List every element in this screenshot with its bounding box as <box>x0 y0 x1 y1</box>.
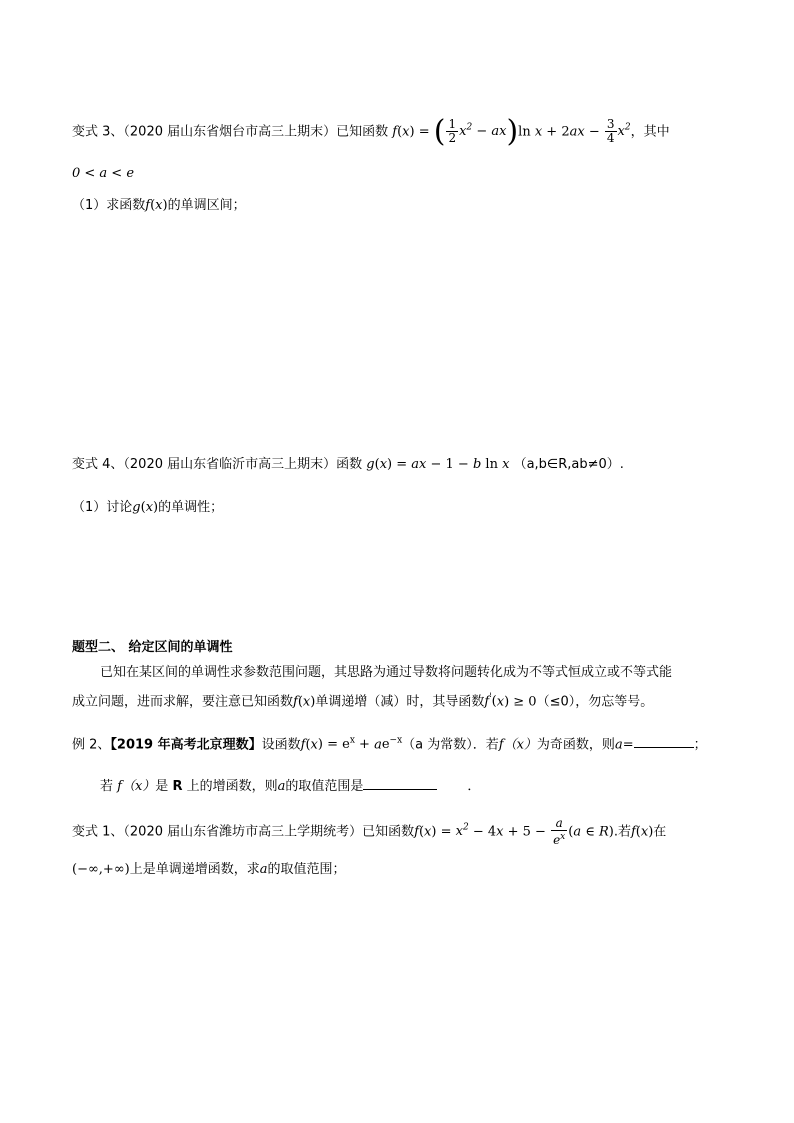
variant-1-line-2 <box>72 860 794 880</box>
variant-3-lead: 已知函数 <box>336 124 389 140</box>
variant-1-tail2: 在 <box>653 824 667 840</box>
example-2-lead: 设函数 <box>261 737 301 753</box>
formula-e2-a: a <box>374 737 382 753</box>
formula-g-eq: ) = <box>387 457 412 472</box>
example-2-source: 【2019 年高考北京理数】 <box>110 737 262 753</box>
formula-s2-prime: '( <box>489 693 497 710</box>
formula-g-minus1: − 1 − <box>426 457 473 472</box>
formula-v1-fx: f <box>630 824 636 840</box>
section-2-paragraph-1: 已知在某区间的单调性求参数范围问题，其思路为通过导数将问题转化成为不等式恒成立或不等式能 <box>100 665 673 680</box>
variant-3-prefix: 变式 3、 <box>72 124 124 140</box>
formula-x2: $x^2$ <box>617 123 631 140</box>
formula-eq: ) = <box>409 124 434 140</box>
formula-v1-f: f <box>414 824 419 840</box>
section-2-paragraph-2 <box>72 688 794 712</box>
variant-3-condition: 0 < a < e <box>72 166 135 181</box>
example-2-line-1 <box>72 731 794 755</box>
example-2-R: R <box>172 779 183 794</box>
formula-s2-x: x <box>302 694 311 710</box>
example-2-answer-label: a= <box>614 737 634 753</box>
formula-v1-cond-a: a ∈ R <box>573 824 609 840</box>
example-2-l2a: 若 <box>100 779 114 794</box>
formula-v1-a: a <box>259 862 268 877</box>
formula-plus: + 2 <box>542 124 570 140</box>
formula-v1-cond: ( <box>568 824 574 840</box>
formula-gx: g <box>132 500 141 515</box>
variant-4-q1-tail: 的单调性； <box>158 500 224 515</box>
section-2-p2b: 单调递增（减）时，其导函数 <box>315 694 485 710</box>
formula-e2b-f: f（x） <box>113 779 156 794</box>
formula-v1-x2: $x^2$ <box>455 823 469 840</box>
formula-v1-4x: x <box>496 824 504 840</box>
formula-v1-fx-paren: ( <box>635 824 641 840</box>
formula-fx: f <box>145 198 151 213</box>
formula-e2-paren: ( <box>305 737 311 753</box>
variant-1-prefix: 变式 1、 <box>72 824 124 840</box>
formula-g-lnx: x <box>502 457 510 472</box>
variant-4-lead: 函数 <box>336 457 363 472</box>
example-2-line-2 <box>100 775 794 797</box>
variant-1-tail1: .若 <box>613 824 631 840</box>
variant-3-tail: ，其中 <box>630 124 670 140</box>
section-2-title: 题型二、 给定区间的单调性 <box>72 640 233 655</box>
example-2-mid: 为奇函数，则 <box>536 737 615 753</box>
variant-1-source: （2020 届山东省潍坊市高三上学期统考） <box>123 824 363 840</box>
example-2-blank-1[interactable] <box>634 733 694 748</box>
formula-v1-frac: $\frac{a}{e^x}$ <box>553 815 566 847</box>
variant-3-line <box>72 113 794 149</box>
formula-g-ax: ax <box>411 457 427 472</box>
formula-e2b-a: a <box>277 779 286 794</box>
example-2-l2c: 上的增函数，则 <box>186 779 278 794</box>
variant-4-line <box>72 455 794 475</box>
formula-g-paren: ( <box>374 457 380 472</box>
formula-fx-paren: ( <box>150 198 156 213</box>
variant-3-source: （2020 届山东省烟台市高三上期末） <box>123 124 337 140</box>
formula-lnx: x <box>534 124 543 140</box>
formula-ln: ln <box>518 124 531 140</box>
formula-big-lparen: ( <box>433 113 446 149</box>
formula-big-rparen: ) <box>506 113 519 149</box>
formula-frac-3-4: $\frac{3}{4}$ <box>606 117 615 146</box>
variant-3-q1 <box>72 196 794 216</box>
section-2-p2c: （≤0），勿忘等号。 <box>536 694 654 710</box>
formula-gx-paren: ( <box>140 500 146 515</box>
example-2-l2b: 是 <box>155 779 169 794</box>
formula-s2-ge: ) ≥ 0 <box>504 694 537 710</box>
formula-v1-5: + 5 − <box>503 824 551 840</box>
variant-3-q1-label: （1）求函数 <box>72 198 146 213</box>
formula-g: g <box>366 457 375 472</box>
formula-frac-half: $\frac{1}{2}$ <box>448 117 457 146</box>
example-2-end: ； <box>693 737 707 753</box>
formula-minus: − <box>584 124 604 140</box>
formula-s2-x2: x <box>496 694 505 710</box>
example-2-l2e: ． <box>467 779 481 794</box>
formula-g-x: x <box>379 457 388 472</box>
formula-v1-cond-close: ) <box>608 824 614 840</box>
example-2-blank-2[interactable] <box>363 775 437 790</box>
example-2-paren: （a 为常数）．若 <box>402 737 499 753</box>
example-2-l2d: 的取值范围是 <box>285 779 364 794</box>
variant-4-prefix: 变式 4、 <box>72 457 124 472</box>
variant-1-l2b: 的取值范围； <box>267 862 346 877</box>
formula-e2-f: f <box>300 737 306 753</box>
variant-1-l2a: 上是单调递增函数，求 <box>129 862 260 877</box>
formula-e2-emx: $e^{-x}$ <box>381 736 403 753</box>
formula-fx-x: x <box>155 198 163 213</box>
formula-v1-eq: ) = <box>431 824 456 840</box>
variant-1-lead: 已知函数 <box>362 824 415 840</box>
formula-paren: ( <box>397 124 403 140</box>
formula-f-x: f <box>392 124 398 140</box>
formula-v1-x: x <box>424 824 432 840</box>
variant-3-q1-tail: 的单调区间； <box>167 198 246 213</box>
formula-fx-close: ) <box>162 198 168 213</box>
formula-v1-fx-close: ) <box>648 824 654 840</box>
formula-gx-x: x <box>145 500 154 515</box>
formula-v1-paren: ( <box>418 824 425 840</box>
formula-gx-close: ) <box>153 500 159 515</box>
formula-v1-rest: − 4 <box>468 824 497 840</box>
formula-x: x <box>402 124 410 140</box>
formula-term: $x^2$ − ax <box>459 123 507 140</box>
formula-s2-close: ) <box>310 694 316 710</box>
formula-v1-interval: (−∞,+∞) <box>72 862 130 877</box>
variant-1-line <box>72 815 794 847</box>
formula-e2-eq: ) = $e^x$ + <box>317 736 375 753</box>
formula-g-ln: ln <box>481 457 503 472</box>
variant-4-q1-label: （1）讨论 <box>72 500 133 515</box>
variant-4-q1 <box>72 498 794 518</box>
formula-s2-fprime: f <box>484 694 490 710</box>
formula-s2-paren: ( <box>297 694 303 710</box>
section-2-p2a: 成立问题，进而求解，要注意已知函数 <box>72 694 294 710</box>
example-2-prefix: 例 2、 <box>72 737 111 753</box>
formula-e2-x: x <box>310 737 318 753</box>
formula-2ax: ax <box>569 124 585 140</box>
variant-4-condition: （a,b∈R,ab≠0）. <box>513 457 624 472</box>
formula-s2-f: f <box>293 694 298 710</box>
formula-g-b: b <box>472 457 482 472</box>
variant-4-source: （2020 届山东省临沂市高三上期末） <box>123 457 337 472</box>
formula-v1-fx-x: x <box>640 824 649 840</box>
formula-e2-fx: f（x） <box>498 737 537 753</box>
